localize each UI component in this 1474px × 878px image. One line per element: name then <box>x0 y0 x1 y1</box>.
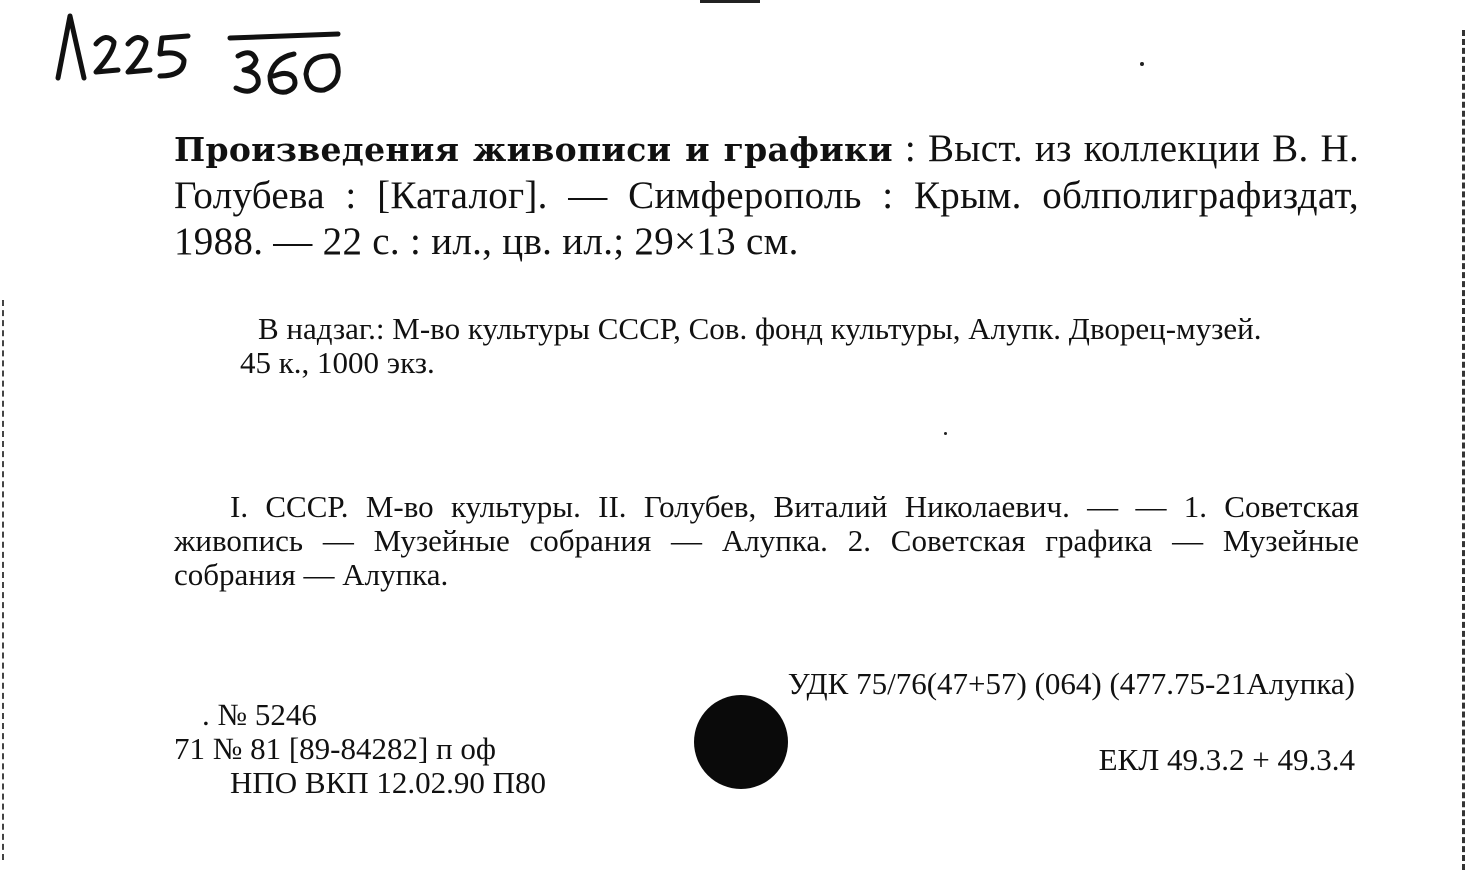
ink-speck <box>1140 62 1144 66</box>
card-number: . № 5246 <box>202 697 317 732</box>
card-numbers <box>174 698 654 800</box>
print-line: НПО ВКП 12.02.90 П80 <box>230 765 547 800</box>
udc-classification: УДК 75/76(47+57) (064) (477.75-21Алупка) <box>787 666 1355 701</box>
ekl-classification: ЕКЛ 49.3.2 + 49.3.4 <box>1098 742 1355 777</box>
punch-hole <box>694 695 788 789</box>
header-note-text: В надзаг.: М-во культуры СССР, Сов. фонд культуры, Алупк. Дворец-музей. <box>258 311 1262 346</box>
header-note <box>174 312 1359 346</box>
shelfmark-drawing <box>48 6 348 96</box>
card-right-edge <box>1462 30 1465 870</box>
publication-details: : Выст. из коллекции В. Н. Голубева : [Каталог]. — Симферополь : Крым. облполиграфиздат, 1988. — 22 с. : ил., цв. ил.; 29×13 см. <box>174 127 1359 263</box>
card-left-edge <box>2 300 4 860</box>
notes-section <box>174 312 1359 380</box>
ink-speck <box>944 432 947 435</box>
subject-tracings: I. СССР. М-во культуры. II. Голубев, Виталий Николаевич. — — 1. Советская живопись — Музейные собрания — Алупка. 2. Советская графика — Музейные собрания — Алупка. <box>174 489 1359 592</box>
price-note-text: 45 к., 1000 экз. <box>240 345 435 380</box>
price-note <box>174 346 1359 380</box>
card-top-edge <box>700 0 760 3</box>
registration-line: 71 № 81 [89-84282] п оф <box>174 731 496 766</box>
bibliographic-entry <box>174 126 1359 265</box>
work-title: Произведения живописи и графики <box>174 130 893 169</box>
handwritten-shelfmark <box>48 6 348 96</box>
